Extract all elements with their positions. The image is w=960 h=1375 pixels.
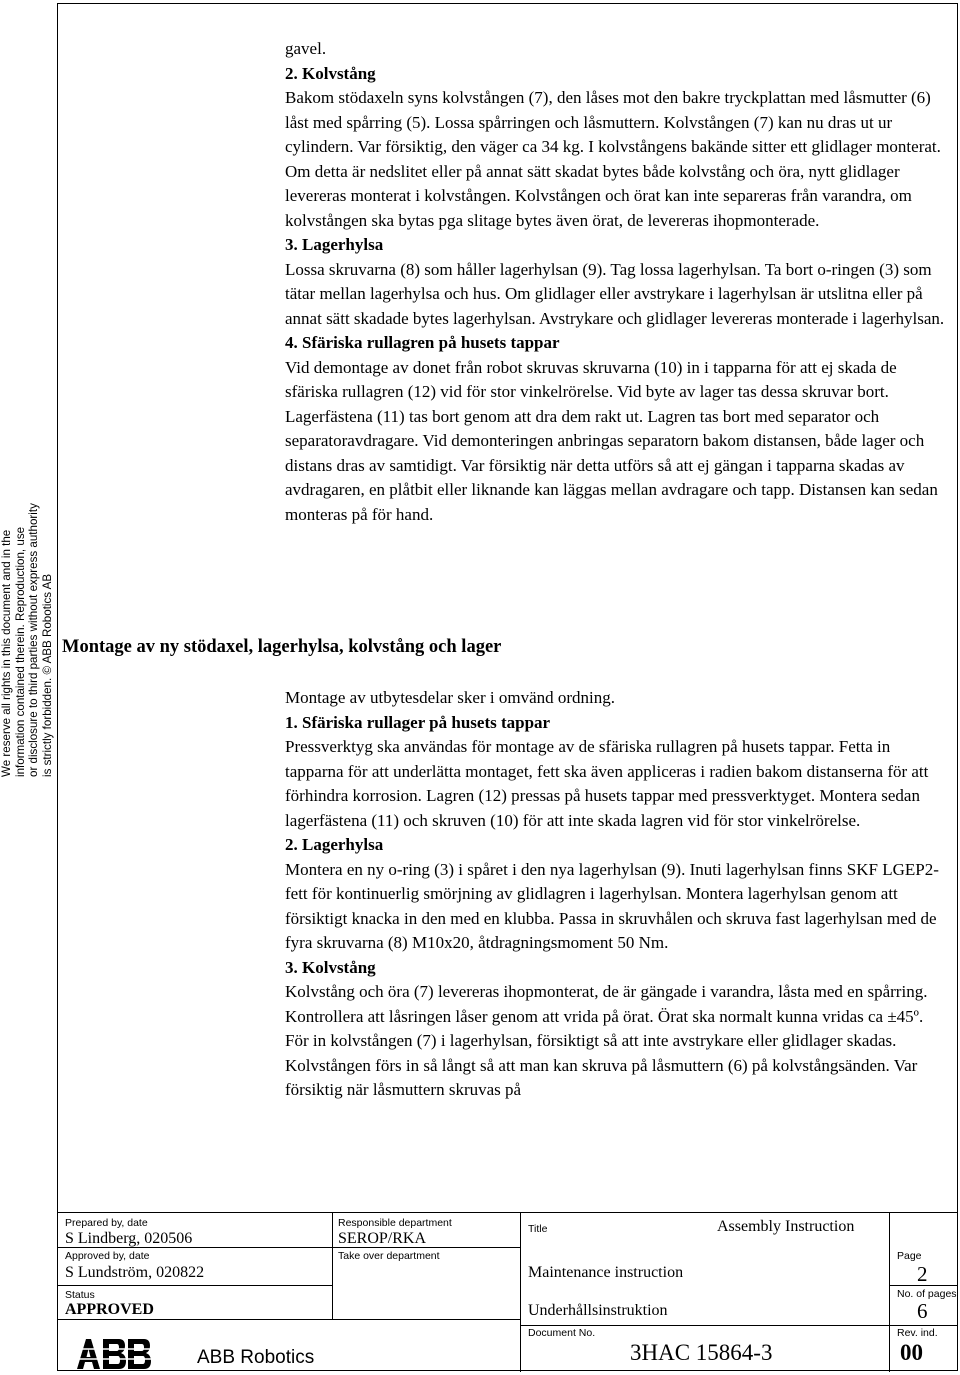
prepared-value: S Lindberg, 020506 [65, 1230, 193, 1247]
title-value: Maintenance instruction [528, 1264, 684, 1281]
prepared-label: Prepared by, date [65, 1217, 148, 1229]
copyright-line: information contained therein. Reproduction, use [13, 526, 27, 777]
rev-value: 00 [900, 1340, 923, 1365]
responsible-value: SEROP/RKA [338, 1230, 427, 1247]
subheading-kolvstang: 3. Kolvstång [285, 957, 376, 977]
paragraph: Vid demontage av donet från robot skruvas skruvarna (10) in i tapparna för att ej skada de sfäriska rullagren (12) vid för stor vinkelrörelse. Vid byte av lager tas dessa skruvar bort. Lagerfästena (11) tas bort genom att dra dem rakt ut. Lagren tas bort med separator och separatoravdragare. Vid demonteringen anbringas separatorn bakom distansen, både lager och distans dras av samtidigt. Var försiktig när detta utförs så att ej gängan i tapparna skadas av avdragaren, en plåtbit eller liknande kan läggas mellan avdragare och tapp. Distansen kan sedan monteras på för hand. [285, 357, 938, 524]
divider [57, 1285, 332, 1286]
page-value: 2 [917, 1262, 928, 1286]
title-label: Title [528, 1223, 548, 1235]
disassembly-text [285, 37, 945, 527]
copyright-line: We reserve all rights in this document and in the [0, 529, 13, 777]
divider [57, 1319, 520, 1320]
copyright-line: or disclosure to third parties without express authority [27, 503, 40, 777]
section-heading: Montage av ny stödaxel, lagerhylsa, kolvstång och lager [62, 637, 502, 657]
approved-label: Approved by, date [65, 1250, 150, 1262]
pages-value: 6 [917, 1299, 928, 1323]
page-label: Page [897, 1250, 922, 1262]
takeover-label: Take over department [338, 1250, 440, 1262]
status-label: Status [65, 1289, 95, 1301]
paragraph: Montage av utbytesdelar sker i omvänd ordning. [285, 688, 616, 707]
paragraph: Lossa skruvarna (8) som håller lagerhylsan (9). Tag lossa lagerhylsan. Ta bort o-ringen (3) som tätar mellan lagerhylsa och hus. Om glidlager eller avstrykare i lagerhylsan är utslitna eller på annat sätt skadade bytes lagerhylsan. Avstrykare och glidlager levereras monterade i lagerhylsan. [285, 259, 945, 328]
assembly-text [285, 686, 945, 1103]
subheading-lagerhylsa: 3. Lagerhylsa [285, 235, 384, 254]
responsible-label: Responsible department [338, 1217, 452, 1229]
company-name: ABB Robotics [197, 1347, 315, 1368]
title-value: Underhållsinstruktion [528, 1302, 668, 1319]
title-block [57, 1212, 958, 1371]
paragraph: Montera en ny o-ring (3) i spåret i den nya lagerhylsan (9). Inuti lagerhylsan finns SKF LGEP2-fett för kontinuerlig smörjning av glidlagren i lagerhylsan. Montera lagerhylsan genom att försiktigt knacka in den med en klubba. Passa in skruvhålen och skruva fast lagerhylsan med de fyra skruvarna (8) M10x20, åtdragningsmoment 50 Nm. [285, 859, 939, 952]
divider [520, 1213, 521, 1372]
divider [889, 1213, 890, 1372]
divider [332, 1213, 333, 1319]
paragraph: För in kolvstången (7) i lagerhylsan, försiktigt så att inte avstrykare eller glidlager skadas. Kolvstången förs in så långt så att man kan skruva på låsmuttern (6) på kolvstångsänden. Var försiktig när låsmuttern skruvas på [285, 1031, 918, 1099]
paragraph: gavel. [285, 39, 327, 58]
subheading-rullager: 1. Sfäriska rullager på husets tappar [285, 712, 551, 732]
docno-label: Document No. [528, 1327, 596, 1339]
paragraph: Bakom stödaxeln syns kolvstången (7), den låses mot den bakre tryckplattan med låsmutter (6) låst med spårring (5). Lossa spårringen och låsmuttern. Kolvstången (7) kan nu dras ut ur cylindern. Var försiktig, den väger ca 34 kg. I kolvstångens bakände sitter ett glidlager monterat. Om detta är nedslitet eller på annat sätt skadat bytes både kolvstång och öra, nytt glidlager levereras monterat i kolvstången. Kolvstången och örat kan inte separeras från varandra, om kolvstången ska bytas pga slitage bytes även örat, de levereras ihopmonterade. [285, 88, 941, 230]
subheading-kolvstang: 2. Kolvstång [285, 63, 376, 83]
title-value: Assembly Instruction [717, 1218, 855, 1235]
approved-value: S Lundström, 020822 [65, 1264, 205, 1281]
rev-label: Rev. ind. [897, 1327, 938, 1339]
abb-logo-icon [77, 1339, 151, 1369]
subheading-lagerhylsa: 2. Lagerhylsa [285, 835, 384, 854]
paragraph: Pressverktyg ska användas för montage av de sfäriska rullagren på husets tappar. Fetta in tapparna för att underlätta montaget, fett ska även appliceras i radien bakom distanserna för att förhindra korrosion. Lagren (12) pressas på husets tappar med pressverktyget. Montera sedan lagerfästena (11) och skruven (10) för att inte skada lagren vid för stor vinkelrörelse. [285, 737, 929, 830]
copyright-line: is strictly forbidden. © ABB Robotics AB [40, 573, 54, 777]
pages-label: No. of pages [897, 1288, 957, 1300]
copyright-notice [0, 503, 54, 777]
status-value: APPROVED [65, 1301, 154, 1318]
paragraph: Kolvstång och öra (7) levereras ihopmonterat, de är gängade i varandra, låsta med en spårring. Kontrollera att låsringen låser genom att vrida på örat. Örat ska normalt kunna vridas ca ±45º. [285, 982, 928, 1026]
subheading-rullagren: 4. Sfäriska rullagren på husets tappar [285, 333, 560, 352]
docno-value: 3HAC 15864-3 [630, 1340, 773, 1365]
divider [520, 1325, 957, 1326]
